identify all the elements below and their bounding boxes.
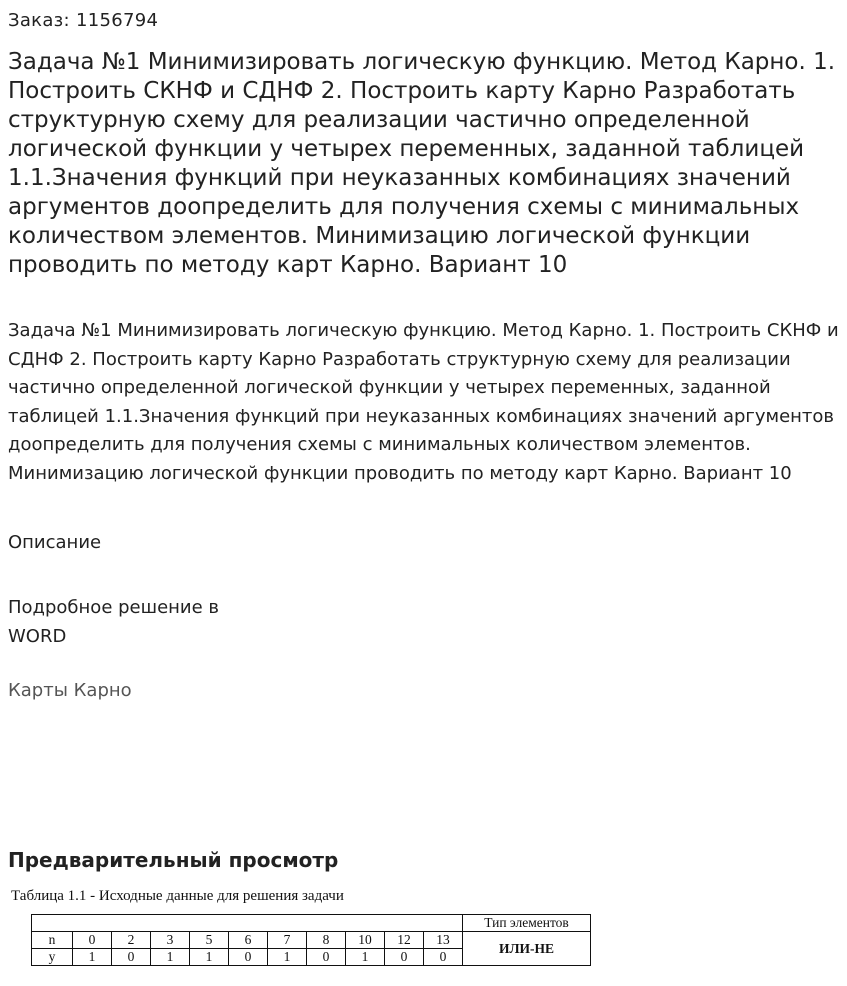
y-cell: 0 [229,949,268,966]
preview-heading: Предварительный просмотр [8,848,339,872]
y-cell: 1 [190,949,229,966]
y-cell: 1 [73,949,112,966]
description-label: Описание [8,532,102,553]
y-cell: 1 [151,949,190,966]
n-cell: 6 [229,932,268,949]
y-cell: 1 [268,949,307,966]
task-description: Задача №1 Минимизировать логическую функцию. Метод Карно. 1. Построить СКНФ и СДНФ 2. Построить карту Карно Разработать структурную схему для реализации частично определенной логической функции у четырех переменных, заданной таблицей 1.1.Значения функций при неуказанных комбинациях значений аргументов доопределить для получения схемы с минимальных количеством элементов. Минимизацию логической функции проводить по методу карт Карно. Вариант 10 [8,320,839,484]
page-title: Задача №1 Минимизировать логическую функцию. Метод Карно. 1. Построить СКНФ и СДНФ 2. Построить карту Карно Разработать структурную схему для реализации частично определенной логической функции у четырех переменных, заданной таблицей 1.1.Значения функций при неуказанных комбинациях значений аргументов доопределить для получения схемы с минимальных количеством элементов. Минимизацию логической функции проводить по методу карт Карно. Вариант 10 [8,49,836,278]
type-value-cell: ИЛИ-НЕ [463,932,591,966]
y-cell: 0 [307,949,346,966]
n-cell: 12 [385,932,424,949]
solution-line-2: WORD [8,625,67,647]
table-header-row [32,915,591,932]
type-header-cell: Тип элементов [463,915,591,932]
n-label-cell: n [32,932,73,949]
solution-format [8,594,268,651]
n-cell: 2 [112,932,151,949]
n-cell: 7 [268,932,307,949]
table-caption: Таблица 1.1 - Исходные данные для решения задачи [11,888,344,904]
y-cell: 0 [424,949,463,966]
y-label-cell: y [32,949,73,966]
preview-document [11,886,631,966]
n-cell: 13 [424,932,463,949]
header-blank-cell [32,915,463,932]
order-header [8,10,158,31]
n-cell: 0 [73,932,112,949]
solution-line-1: Подробное решение в [8,597,220,618]
order-label: Заказ: [8,10,70,31]
y-cell: 0 [385,949,424,966]
y-cell: 1 [346,949,385,966]
n-cell: 3 [151,932,190,949]
n-cell: 8 [307,932,346,949]
truth-table [31,914,591,966]
n-cell: 10 [346,932,385,949]
order-number: 1156794 [75,10,159,31]
y-cell: 0 [112,949,151,966]
table-row-n [32,932,591,949]
karnaugh-maps-link[interactable]: Карты Карно [8,680,132,701]
n-cell: 5 [190,932,229,949]
